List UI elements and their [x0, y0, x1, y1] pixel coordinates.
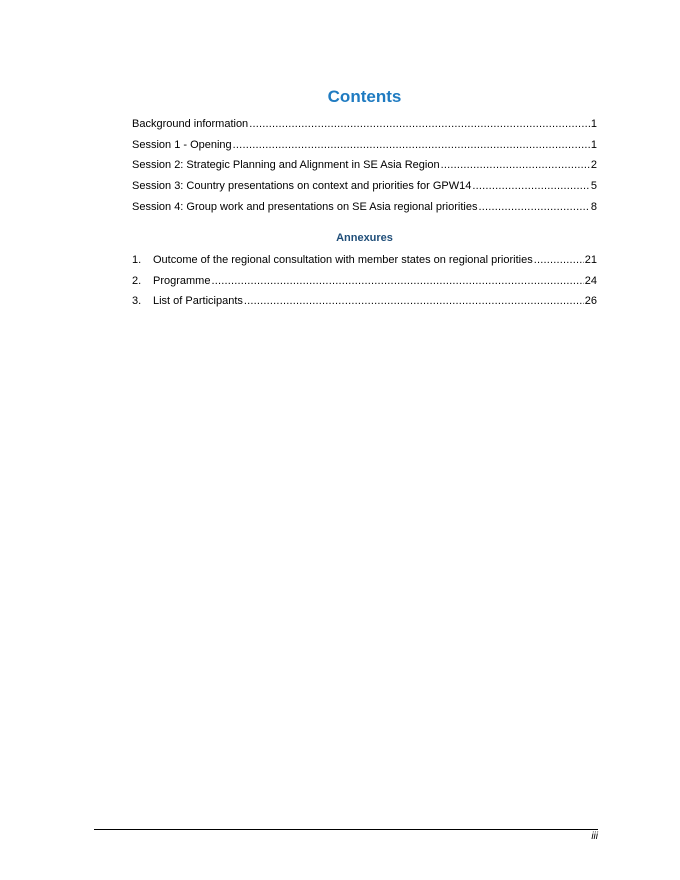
toc-entry-page: 8 [590, 200, 597, 213]
annex-entry-number: 3. [132, 295, 142, 308]
annexures-list [132, 252, 597, 314]
annex-entry-label: Programme [153, 274, 211, 287]
dot-leader [472, 178, 590, 194]
annex-entry-page: 21 [584, 254, 597, 266]
annex-entry-programme[interactable] [132, 273, 597, 294]
dot-leader [244, 293, 584, 309]
toc-entry-label: Session 2: Strategic Planning and Alignment in SE Asia Region [132, 159, 440, 172]
toc-entry-label: Background information [132, 118, 249, 130]
toc-entry-label: Session 1 - Opening [132, 138, 232, 151]
annex-entry-page: 24 [584, 274, 597, 287]
annex-entry-number: 2. [132, 274, 142, 287]
toc-entry-page: 1 [590, 118, 597, 130]
footer-page-number: iii [591, 831, 598, 842]
toc-entry-page: 5 [590, 180, 597, 193]
dot-leader [233, 137, 590, 153]
dot-leader [441, 157, 590, 173]
annex-entry-label: Outcome of the regional consultation with member states on regional priorities [153, 254, 533, 266]
toc-entry-page: 2 [590, 159, 597, 172]
dot-leader [478, 199, 589, 215]
toc-entry-page: 1 [590, 138, 597, 151]
annex-entry-participants[interactable] [132, 293, 597, 314]
toc-entry-label: Session 4: Group work and presentations on SE Asia regional priorities [132, 200, 478, 213]
dot-leader [534, 252, 584, 268]
toc-entry-session-1[interactable] [132, 137, 597, 158]
annexures-heading: Annexures [336, 232, 393, 244]
toc-entry-session-3[interactable] [132, 178, 597, 199]
annex-entry-page: 26 [584, 295, 597, 308]
toc-entry-session-4[interactable] [132, 199, 597, 220]
toc-entry-label: Session 3: Country presentations on context and priorities for GPW14 [132, 180, 472, 193]
annex-entry-outcome[interactable] [132, 252, 597, 273]
contents-title: Contents [327, 87, 402, 106]
dot-leader [211, 273, 583, 289]
dot-leader [249, 116, 590, 132]
table-of-contents [132, 116, 597, 219]
annex-entry-number: 1. [132, 254, 142, 266]
footer-divider [94, 829, 598, 830]
toc-entry-background[interactable] [132, 116, 597, 137]
toc-entry-session-2[interactable] [132, 157, 597, 178]
annex-entry-label: List of Participants [153, 295, 243, 308]
